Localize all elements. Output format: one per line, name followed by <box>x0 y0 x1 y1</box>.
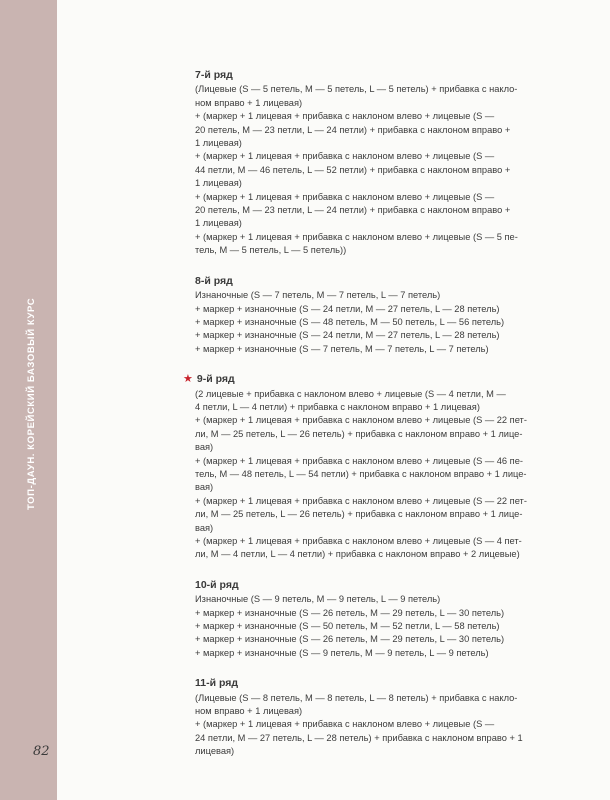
instruction-line: ном вправо + 1 лицевая) <box>195 97 303 108</box>
instruction-line: 1 лицевая) <box>195 178 242 189</box>
instruction-line: + (маркер + 1 лицевая + прибавка с наклоном влево + лицевые (S — 22 пет- <box>195 495 527 506</box>
row-heading <box>195 579 545 592</box>
book-section-title: ТОП-ДАУН. КОРЕЙСКИЙ БАЗОВЫЙ КУРС <box>26 297 37 510</box>
instructions-body <box>183 69 545 776</box>
instruction-line: лицевая) <box>195 746 235 757</box>
instruction-line: + маркер + изнаночные (S — 50 петель, M — 52 петли, L — 58 петель) <box>195 621 500 632</box>
instruction-line: + маркер + изнаночные (S — 26 петель, M — 29 петель, L — 30 петель) <box>195 607 505 618</box>
row-heading <box>183 373 545 386</box>
instruction-line: вая) <box>195 522 214 533</box>
instruction-line: + (маркер + 1 лицевая + прибавка с наклоном влево + лицевые (S — <box>195 719 495 730</box>
row-heading <box>195 69 545 82</box>
instruction-line: + маркер + изнаночные (S — 26 петель, M — 29 петель, L — 30 петель) <box>195 634 505 645</box>
instruction-line: + маркер + изнаночные (S — 24 петли, M — 27 петель, L — 28 петель) <box>195 303 500 314</box>
instruction-line: + (маркер + 1 лицевая + прибавка с наклоном влево + лицевые (S — 46 пе- <box>195 455 523 466</box>
row-heading <box>195 275 545 288</box>
instruction-line: + (маркер + 1 лицевая + прибавка с наклоном влево + лицевые (S — <box>195 111 495 122</box>
instruction-line: 20 петель, M — 23 петли, L — 24 петли) + прибавка с наклоном вправо + <box>195 124 511 135</box>
instruction-line: + маркер + изнаночные (S — 24 петли, M — 27 петель, L — 28 петель) <box>195 330 500 341</box>
instruction-line: ном вправо + 1 лицевая) <box>195 706 303 717</box>
instruction-line: + (маркер + 1 лицевая + прибавка с наклоном влево + лицевые (S — 22 пет- <box>195 415 527 426</box>
instruction-line: + маркер + изнаночные (S — 7 петель, M — 7 петель, L — 7 петель) <box>195 343 489 354</box>
instruction-line: вая) <box>195 482 214 493</box>
instruction-line: (Лицевые (S — 8 петель, M — 8 петель, L — 8 петель) + прибавка с накло- <box>195 692 518 703</box>
row-heading <box>195 677 545 690</box>
instruction-line: вая) <box>195 442 214 453</box>
row-section <box>183 373 545 562</box>
instruction-line: 24 петли, M — 27 петель, L — 28 петель) + прибавка с наклоном вправо + 1 <box>195 732 523 743</box>
instruction-line: (2 лицевые + прибавка с наклоном влево + лицевые (S — 4 петли, M — <box>195 388 506 399</box>
row-heading-text: 8-й ряд <box>195 274 233 287</box>
instruction-line: + (маркер + 1 лицевая + прибавка с наклоном влево + лицевые (S — <box>195 191 495 202</box>
instruction-line: ли, M — 25 петель, L — 26 петель) + прибавка с наклоном вправо + 1 лице- <box>195 428 523 439</box>
row-section <box>195 275 545 356</box>
instruction-line: 44 петли, M — 46 петель, L — 52 петли) + прибавка с наклоном вправо + <box>195 164 511 175</box>
instruction-line: + (маркер + 1 лицевая + прибавка с наклоном влево + лицевые (S — 4 пет- <box>195 536 522 546</box>
sidebar-band <box>0 0 57 800</box>
row-section <box>195 677 545 758</box>
row-section <box>195 579 545 660</box>
instruction-line: (Лицевые (S — 5 петель, M — 5 петель, L — 5 петель) + прибавка с накло- <box>195 84 518 95</box>
row-heading-text: 10-й ряд <box>195 578 239 591</box>
instruction-line: тель, M — 48 петель, L — 54 петли) + прибавка с наклоном вправо + 1 лице- <box>195 468 527 479</box>
instruction-line: ли, M — 25 петель, L — 26 петель) + прибавка с наклоном вправо + 1 лице- <box>195 509 523 520</box>
instruction-line: 1 лицевая) <box>195 138 242 149</box>
page-number: 82 <box>33 744 50 759</box>
instruction-line: тель, M — 5 петель, L — 5 петель)) <box>195 245 347 256</box>
instruction-line: 4 петли, L — 4 петли) + прибавка с наклоном вправо + 1 лицевая) <box>195 401 480 412</box>
star-icon: ★ <box>183 373 193 386</box>
instruction-line: + маркер + изнаночные (S — 9 петель, M — 9 петель, L — 9 петель) <box>195 647 489 658</box>
instruction-line: ли, M — 4 петли, L — 4 петли) + прибавка с наклоном вправо + 2 лицевые) <box>195 549 520 560</box>
row-section <box>195 69 545 258</box>
instruction-line: 1 лицевая) <box>195 218 242 229</box>
row-heading-text: 9-й ряд <box>196 373 235 386</box>
instruction-line: + маркер + изнаночные (S — 48 петель, M — 50 петель, L — 56 петель) <box>195 316 505 327</box>
row-heading-text: 7-й ряд <box>195 69 233 81</box>
row-heading-text: 11-й ряд <box>195 677 239 690</box>
instruction-line: 20 петель, M — 23 петли, L — 24 петли) + прибавка с наклоном вправо + <box>195 205 511 216</box>
instruction-line: Изнаночные (S — 9 петель, M — 9 петель, L — 9 петель) <box>195 594 441 605</box>
instruction-line: + (маркер + 1 лицевая + прибавка с наклоном влево + лицевые (S — 5 пе- <box>195 231 518 242</box>
instruction-line: Изнаночные (S — 7 петель, M — 7 петель, L — 7 петель) <box>195 290 441 301</box>
instruction-line: + (маркер + 1 лицевая + прибавка с наклоном влево + лицевые (S — <box>195 151 495 162</box>
